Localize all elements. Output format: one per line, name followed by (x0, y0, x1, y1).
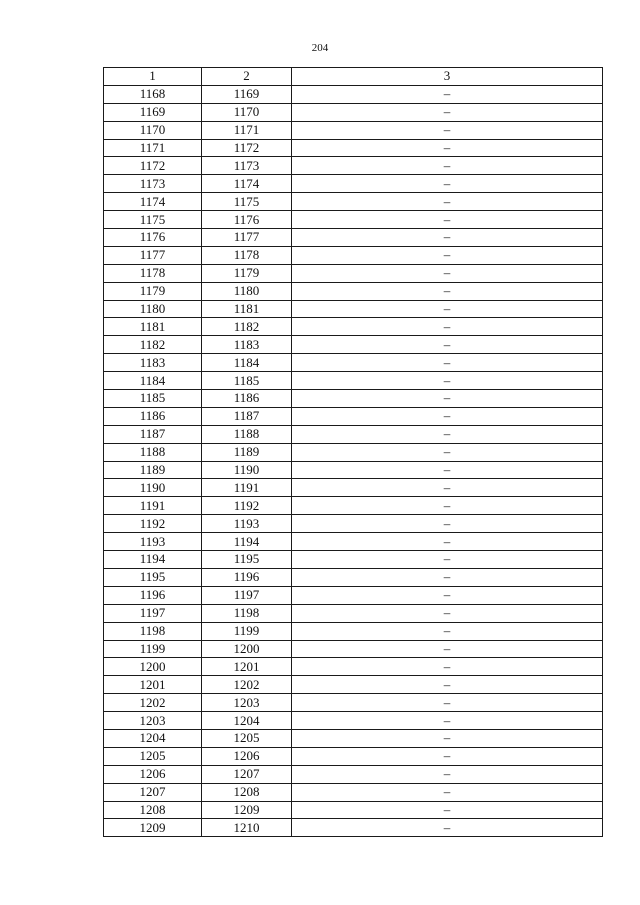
table-row (104, 497, 603, 515)
cell-col-3: – (292, 229, 603, 247)
table-row (104, 103, 603, 121)
cell-col-3: – (292, 694, 603, 712)
cell-col-3: – (292, 801, 603, 819)
table-row (104, 390, 603, 408)
cell-col-2: 1188 (202, 425, 292, 443)
cell-col-3: – (292, 336, 603, 354)
cell-col-1: 1169 (104, 103, 202, 121)
cell-col-1: 1170 (104, 121, 202, 139)
table-row (104, 658, 603, 676)
table-row (104, 121, 603, 139)
cell-col-2: 1204 (202, 712, 292, 730)
cell-col-1: 1176 (104, 229, 202, 247)
cell-col-3: – (292, 425, 603, 443)
cell-col-1: 1190 (104, 479, 202, 497)
cell-col-3: – (292, 819, 603, 837)
table-row (104, 139, 603, 157)
cell-col-3: – (292, 551, 603, 569)
cell-col-3: – (292, 264, 603, 282)
cell-col-3: – (292, 354, 603, 372)
table-row (104, 336, 603, 354)
cell-col-3: – (292, 407, 603, 425)
cell-col-2: 1174 (202, 175, 292, 193)
cell-col-1: 1196 (104, 586, 202, 604)
table-row (104, 85, 603, 103)
cell-col-3: – (292, 372, 603, 390)
cell-col-2: 1202 (202, 676, 292, 694)
cell-col-1: 1177 (104, 246, 202, 264)
cell-col-3: – (292, 479, 603, 497)
cell-col-2: 1182 (202, 318, 292, 336)
cell-col-2: 1209 (202, 801, 292, 819)
cell-col-2: 1203 (202, 694, 292, 712)
cell-col-1: 1193 (104, 533, 202, 551)
cell-col-2: 1193 (202, 515, 292, 533)
cell-col-1: 1206 (104, 765, 202, 783)
table-row (104, 533, 603, 551)
cell-col-2: 1189 (202, 443, 292, 461)
table-body (104, 85, 603, 836)
table-row (104, 515, 603, 533)
table-row (104, 747, 603, 765)
cell-col-3: – (292, 586, 603, 604)
table-row (104, 622, 603, 640)
cell-col-1: 1173 (104, 175, 202, 193)
cell-col-2: 1191 (202, 479, 292, 497)
cell-col-2: 1200 (202, 640, 292, 658)
cell-col-3: – (292, 640, 603, 658)
table-row (104, 676, 603, 694)
cell-col-2: 1183 (202, 336, 292, 354)
cell-col-1: 1201 (104, 676, 202, 694)
cell-col-2: 1205 (202, 729, 292, 747)
cell-col-1: 1192 (104, 515, 202, 533)
cell-col-3: – (292, 193, 603, 211)
cell-col-3: – (292, 604, 603, 622)
page-number: 204 (311, 42, 329, 54)
table-row (104, 264, 603, 282)
cell-col-2: 1192 (202, 497, 292, 515)
table-header-row (104, 68, 603, 86)
cell-col-2: 1176 (202, 211, 292, 229)
cell-col-3: – (292, 783, 603, 801)
cell-col-2: 1186 (202, 390, 292, 408)
table-row (104, 801, 603, 819)
table-row (104, 211, 603, 229)
cell-col-2: 1201 (202, 658, 292, 676)
data-table (103, 67, 603, 837)
table-row (104, 443, 603, 461)
cell-col-1: 1202 (104, 694, 202, 712)
cell-col-1: 1171 (104, 139, 202, 157)
cell-col-2: 1187 (202, 407, 292, 425)
cell-col-1: 1189 (104, 461, 202, 479)
cell-col-1: 1194 (104, 551, 202, 569)
cell-col-3: – (292, 157, 603, 175)
cell-col-1: 1204 (104, 729, 202, 747)
table-row (104, 765, 603, 783)
cell-col-1: 1184 (104, 372, 202, 390)
cell-col-2: 1184 (202, 354, 292, 372)
cell-col-1: 1180 (104, 300, 202, 318)
cell-col-2: 1170 (202, 103, 292, 121)
cell-col-2: 1173 (202, 157, 292, 175)
cell-col-3: – (292, 765, 603, 783)
cell-col-1: 1183 (104, 354, 202, 372)
cell-col-1: 1195 (104, 568, 202, 586)
cell-col-3: – (292, 211, 603, 229)
cell-col-1: 1181 (104, 318, 202, 336)
cell-col-3: – (292, 747, 603, 765)
table-row (104, 712, 603, 730)
cell-col-3: – (292, 497, 603, 515)
cell-col-3: – (292, 676, 603, 694)
table-row (104, 586, 603, 604)
table-row (104, 407, 603, 425)
cell-col-2: 1206 (202, 747, 292, 765)
cell-col-1: 1199 (104, 640, 202, 658)
cell-col-2: 1210 (202, 819, 292, 837)
table-row (104, 479, 603, 497)
table-row (104, 640, 603, 658)
cell-col-2: 1179 (202, 264, 292, 282)
table-row (104, 604, 603, 622)
cell-col-2: 1190 (202, 461, 292, 479)
cell-col-2: 1178 (202, 246, 292, 264)
cell-col-3: – (292, 568, 603, 586)
cell-col-3: – (292, 175, 603, 193)
column-header-2: 2 (202, 68, 292, 86)
cell-col-2: 1207 (202, 765, 292, 783)
cell-col-2: 1197 (202, 586, 292, 604)
cell-col-1: 1208 (104, 801, 202, 819)
table-row (104, 729, 603, 747)
cell-col-3: – (292, 85, 603, 103)
cell-col-3: – (292, 515, 603, 533)
cell-col-1: 1187 (104, 425, 202, 443)
cell-col-1: 1174 (104, 193, 202, 211)
column-header-1: 1 (104, 68, 202, 86)
cell-col-3: – (292, 390, 603, 408)
cell-col-2: 1172 (202, 139, 292, 157)
cell-col-1: 1197 (104, 604, 202, 622)
cell-col-1: 1168 (104, 85, 202, 103)
cell-col-1: 1188 (104, 443, 202, 461)
cell-col-2: 1175 (202, 193, 292, 211)
cell-col-1: 1178 (104, 264, 202, 282)
cell-col-3: – (292, 318, 603, 336)
cell-col-1: 1182 (104, 336, 202, 354)
cell-col-1: 1203 (104, 712, 202, 730)
cell-col-2: 1196 (202, 568, 292, 586)
cell-col-1: 1185 (104, 390, 202, 408)
cell-col-3: – (292, 246, 603, 264)
table-row (104, 175, 603, 193)
cell-col-3: – (292, 461, 603, 479)
table-row (104, 300, 603, 318)
table-row (104, 318, 603, 336)
cell-col-3: – (292, 729, 603, 747)
cell-col-3: – (292, 443, 603, 461)
cell-col-1: 1198 (104, 622, 202, 640)
cell-col-1: 1175 (104, 211, 202, 229)
table-row (104, 246, 603, 264)
cell-col-2: 1208 (202, 783, 292, 801)
cell-col-3: – (292, 622, 603, 640)
cell-col-2: 1194 (202, 533, 292, 551)
table-row (104, 282, 603, 300)
table-row (104, 783, 603, 801)
cell-col-2: 1177 (202, 229, 292, 247)
table-row (104, 157, 603, 175)
cell-col-2: 1180 (202, 282, 292, 300)
cell-col-3: – (292, 103, 603, 121)
table-row (104, 372, 603, 390)
cell-col-2: 1171 (202, 121, 292, 139)
cell-col-3: – (292, 300, 603, 318)
cell-col-2: 1195 (202, 551, 292, 569)
cell-col-2: 1185 (202, 372, 292, 390)
cell-col-1: 1205 (104, 747, 202, 765)
cell-col-1: 1209 (104, 819, 202, 837)
cell-col-2: 1169 (202, 85, 292, 103)
table-row (104, 694, 603, 712)
cell-col-1: 1179 (104, 282, 202, 300)
cell-col-3: – (292, 533, 603, 551)
table-row (104, 551, 603, 569)
cell-col-1: 1207 (104, 783, 202, 801)
table-row (104, 229, 603, 247)
table-row (104, 819, 603, 837)
cell-col-1: 1186 (104, 407, 202, 425)
table-row (104, 425, 603, 443)
table-row (104, 568, 603, 586)
cell-col-3: – (292, 658, 603, 676)
cell-col-3: – (292, 139, 603, 157)
cell-col-1: 1191 (104, 497, 202, 515)
column-header-3: 3 (292, 68, 603, 86)
cell-col-3: – (292, 121, 603, 139)
cell-col-2: 1199 (202, 622, 292, 640)
cell-col-1: 1172 (104, 157, 202, 175)
cell-col-2: 1181 (202, 300, 292, 318)
cell-col-1: 1200 (104, 658, 202, 676)
table-row (104, 461, 603, 479)
table-row (104, 193, 603, 211)
table-row (104, 354, 603, 372)
cell-col-2: 1198 (202, 604, 292, 622)
cell-col-3: – (292, 282, 603, 300)
cell-col-3: – (292, 712, 603, 730)
